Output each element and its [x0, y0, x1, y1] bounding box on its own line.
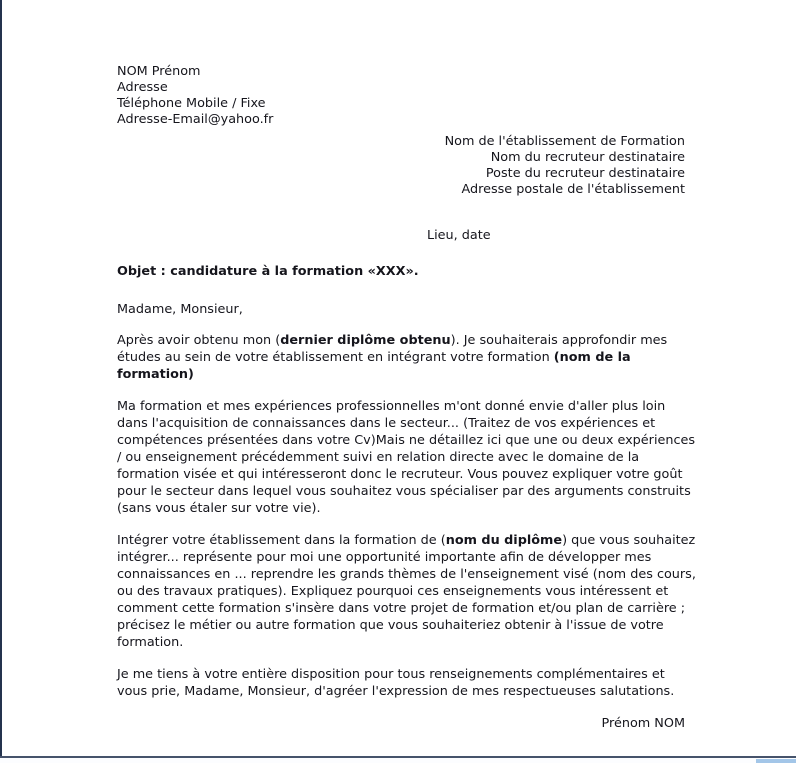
paragraph-intro-bold-diploma: dernier diplôme obtenu: [280, 333, 451, 348]
signature: Prénom NOM: [601, 716, 685, 731]
sender-block: [117, 64, 685, 128]
sender-email: Adresse-Email@yahoo.fr: [117, 112, 274, 127]
recipient-position: Poste du recruteur destinataire: [485, 166, 685, 181]
paragraph-intro-segment: ). Je souhaiterais approfondir mes études au sein de votre établissement en intégrant votre formation: [117, 333, 668, 365]
paragraph-intro: [117, 332, 697, 383]
salutation: Madame, Monsieur,: [117, 302, 243, 317]
sender-phone: Téléphone Mobile / Fixe: [117, 96, 266, 111]
recipient-name: Nom du recruteur destinataire: [490, 150, 685, 165]
paragraph-closing: Je me tiens à votre entière disposition pour tous renseignements complémentaires et vous prie, Madame, Monsieur, d'agréer l'expression de mes respectueuses salutations.: [117, 667, 675, 699]
paragraph-intro-segment: Après avoir obtenu mon (: [117, 333, 281, 348]
recipient-postal-address: Adresse postale de l'établissement: [461, 182, 685, 197]
recipient-establishment: Nom de l'établissement de Formation: [444, 134, 685, 149]
paragraph-motivation-segment: Intégrer votre établissement dans la formation de (: [117, 533, 446, 548]
scrollbar-corner: [756, 759, 796, 763]
sender-name: NOM Prénom: [117, 64, 201, 79]
recipient-block: [117, 134, 685, 198]
sender-address: Adresse: [117, 80, 168, 95]
paragraph-experience: Ma formation et mes expériences professionnelles m'ont donné envie d'aller plus loin dans l'acquisition de connaissances dans le secteur... (Traitez de vos expériences et compétences présentées dans votre Cv)Mais ne détaillez ici que une ou deux expériences / ou enseignement précédemment suivi en relation directe avec le domaine de la formation visée et qui intéresseront donc le recruteur. Vous pouvez expliquer votre goût pour le secteur dans lequel vous souhaitez vous spécialiser par des arguments construits (sans vous étaler sur votre vie).: [117, 399, 696, 516]
paragraph-intro-bold-formation-name: (nom de la formation): [117, 350, 631, 382]
paragraph-motivation-segment: ) que vous souhaitez intégrer... représente pour moi une opportunité importante afin de développer mes connaissances en ... reprendre les grands thèmes de l'enseignement visé (nom des cours, ou des travaux pratiques). Expliquez pourquoi ces enseignements vous intéressent et comment cette formation s'insère dans votre projet de formation et/ou plan de carrière ; précisez le métier ou autre formation que vous souhaiteriez obtenir à l'issue de votre formation.: [117, 533, 696, 650]
page-bottom-strip: [0, 758, 796, 763]
paragraph-motivation-bold-diploma-name: nom du diplôme: [445, 533, 563, 548]
place-date: Lieu, date: [427, 228, 491, 243]
letter-content: [2, 0, 696, 732]
paragraph-motivation: [117, 532, 697, 651]
subject-line: Objet : candidature à la formation «XXX».: [117, 264, 419, 279]
